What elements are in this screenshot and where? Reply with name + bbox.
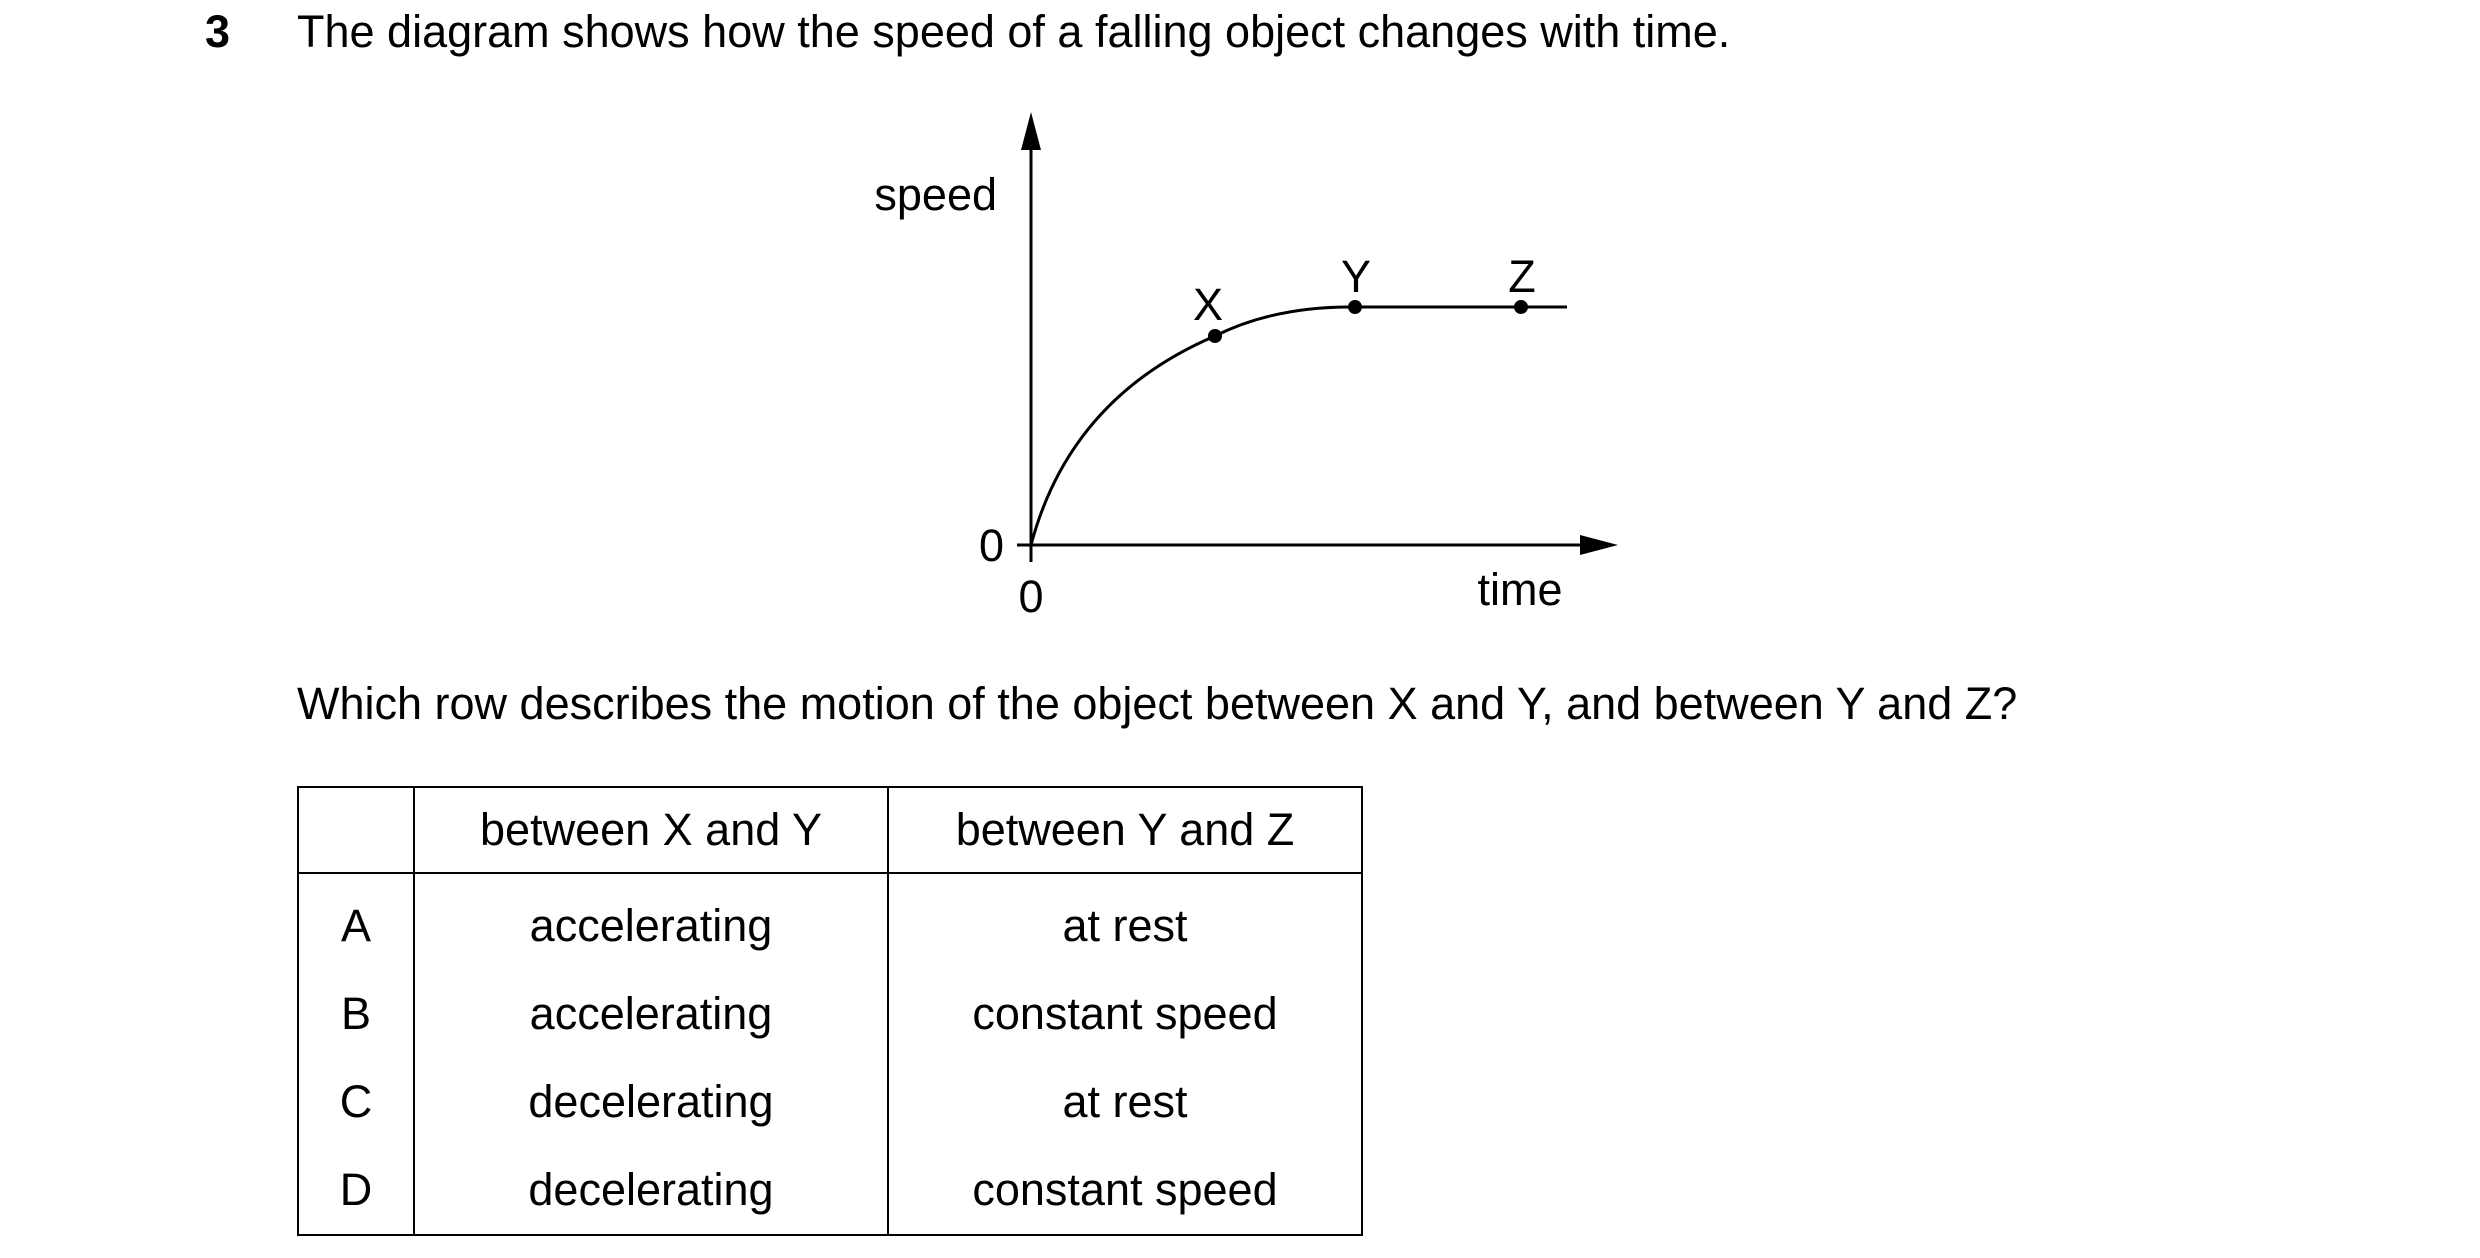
question-stem: The diagram shows how the speed of a falling object changes with time. — [297, 6, 1731, 57]
y-origin-label: 0 — [978, 520, 1004, 571]
header-between-y-and-z: between Y and Z — [888, 787, 1362, 873]
point-x-label: X — [1192, 279, 1224, 330]
option-yz-cell: at rest — [888, 1058, 1362, 1146]
y-axis-arrowhead — [1021, 112, 1041, 150]
option-yz-cell: at rest — [888, 873, 1362, 970]
option-xy-cell: accelerating — [414, 873, 888, 970]
header-blank-cell — [298, 787, 414, 873]
option-letter: C — [298, 1058, 414, 1146]
option-letter: A — [298, 873, 414, 970]
x-axis-label: time — [1477, 564, 1563, 615]
table-row — [298, 873, 1362, 970]
option-xy-cell: accelerating — [414, 970, 888, 1058]
header-between-x-and-y: between X and Y — [414, 787, 888, 873]
table-header-row — [298, 787, 1362, 873]
option-yz-cell: constant speed — [888, 970, 1362, 1058]
y-axis-label: speed — [874, 169, 997, 220]
option-xy-cell: decelerating — [414, 1058, 888, 1146]
table-row — [298, 970, 1362, 1058]
speed-curve — [1031, 307, 1567, 545]
table-row — [298, 1058, 1362, 1146]
question-number: 3 — [205, 6, 231, 57]
table-row — [298, 1146, 1362, 1235]
option-xy-cell: decelerating — [414, 1146, 888, 1235]
x-origin-label: 0 — [1018, 571, 1044, 622]
point-x-marker — [1208, 329, 1222, 343]
point-y-label: Y — [1340, 251, 1372, 302]
question-prompt: Which row describes the motion of the object between X and Y, and between Y and Z? — [297, 678, 2018, 729]
option-yz-cell: constant speed — [888, 1146, 1362, 1235]
answer-options-table — [297, 786, 1363, 1236]
option-letter: D — [298, 1146, 414, 1235]
x-axis-arrowhead — [1580, 535, 1618, 555]
point-z-label: Z — [1508, 251, 1536, 302]
point-z-marker — [1514, 300, 1528, 314]
point-y-marker — [1348, 300, 1362, 314]
option-letter: B — [298, 970, 414, 1058]
